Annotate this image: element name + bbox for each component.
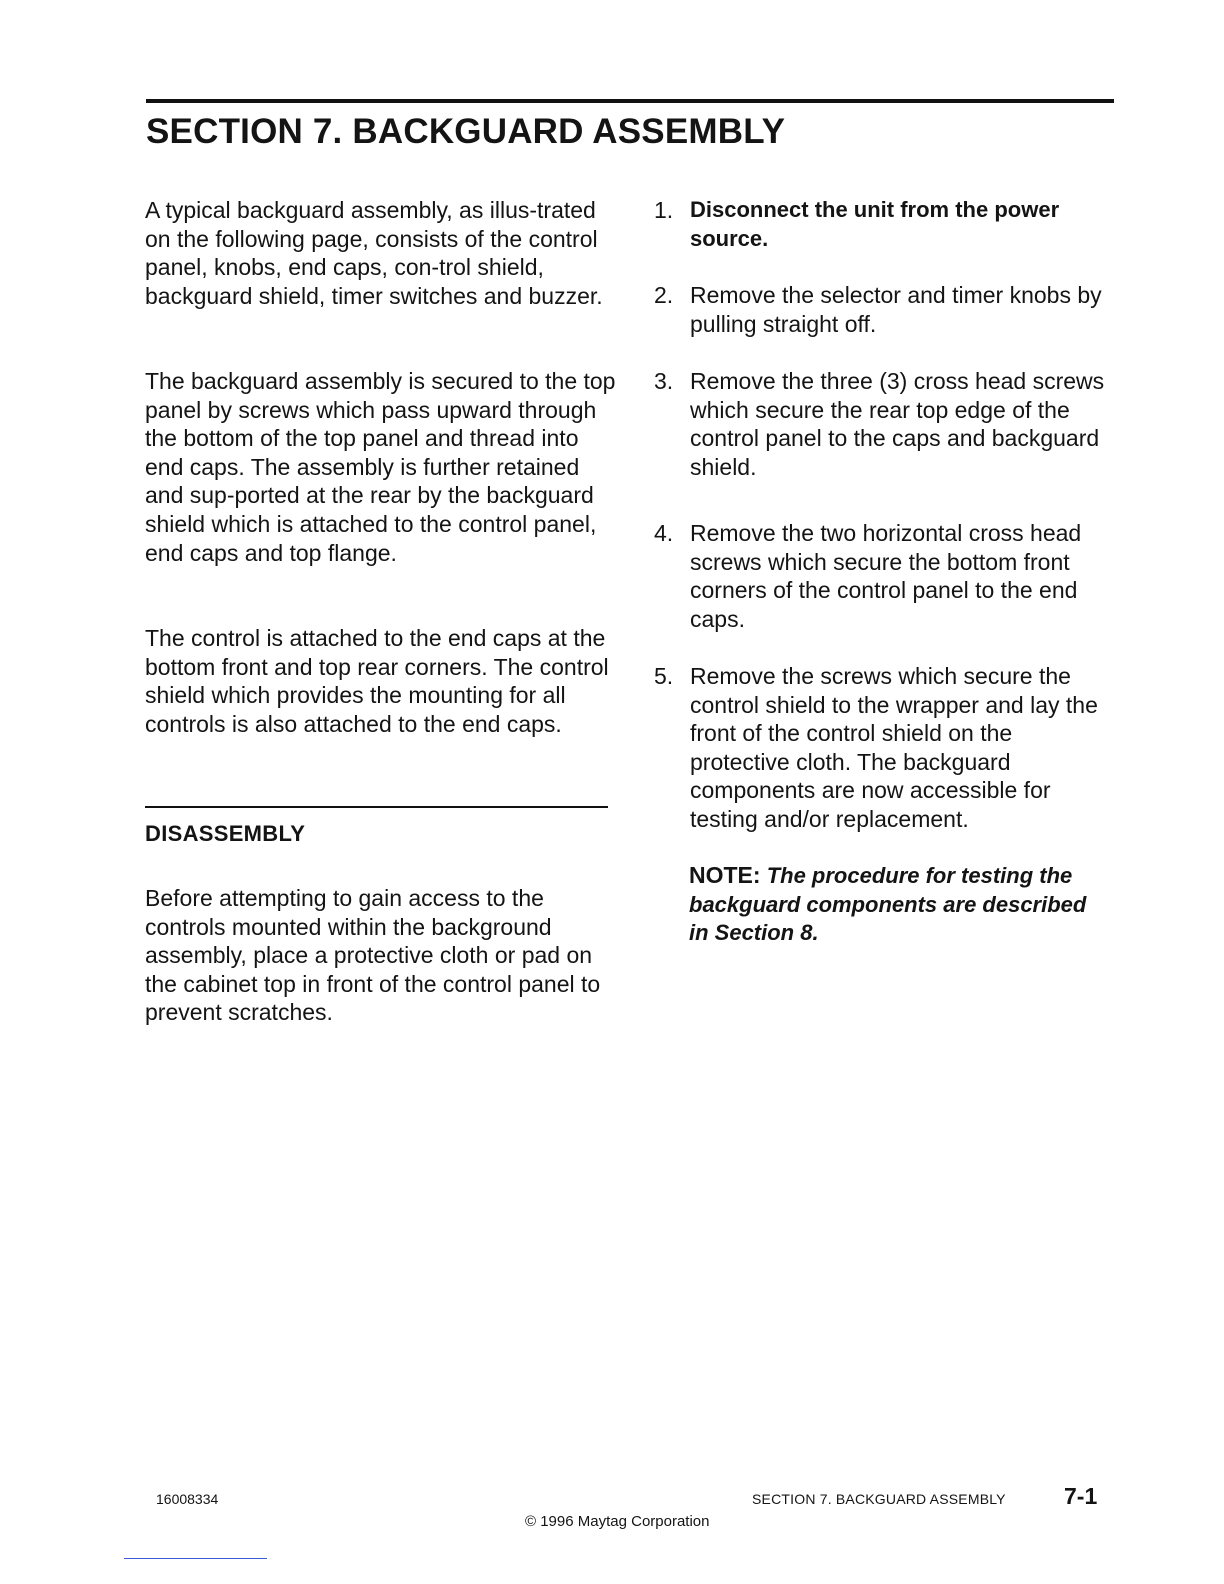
disassembly-heading: DISASSEMBLY xyxy=(145,821,306,846)
intro-paragraph: A typical backguard assembly, as illus-trated on the following page, consists of the control panel, knobs, end caps, con-trol shield, backguard shield, timer switches and buzzer. xyxy=(145,197,603,309)
before-paragraph: Before attempting to gain access to the controls mounted within the background assembly, place a protective cloth or pad on the cabinet top in front of the control panel to prevent scratches. xyxy=(145,885,601,1026)
step-number: 3. xyxy=(654,368,674,394)
bottom-underline-mark xyxy=(124,1558,267,1559)
document-number: 16008334 xyxy=(156,1491,219,1507)
page-number: 7-1 xyxy=(1064,1483,1098,1509)
secured-paragraph: The backguard assembly is secured to the top panel by screws which pass upward through the bottom of the top panel and thread into end caps. The assembly is further retained and sup-ported at the rear by the backguard shield which is attached to the control panel, end caps and top flange. xyxy=(145,368,616,566)
copyright-notice: © 1996 Maytag Corporation xyxy=(525,1513,710,1530)
note-block xyxy=(689,861,1109,948)
step-number: 1. xyxy=(654,197,674,223)
step-text: Remove the two horizontal cross head screws which secure the bottom front corners of the control panel to the end caps. xyxy=(690,520,1082,632)
step-number: 5. xyxy=(654,663,674,689)
footer-section-title: SECTION 7. BACKGUARD ASSEMBLY xyxy=(752,1491,1006,1507)
step-number: 2. xyxy=(654,282,674,308)
step-number: 4. xyxy=(654,520,674,546)
step-text: Disconnect the unit from the power source. xyxy=(690,197,1060,251)
control-paragraph: The control is attached to the end caps at the bottom front and top rear corners. The control shield which provides the mounting for all controls is also attached to the end caps. xyxy=(145,625,609,737)
page-title: SECTION 7. BACKGUARD ASSEMBLY xyxy=(146,112,786,151)
step-text: Remove the selector and timer knobs by pulling straight off. xyxy=(690,282,1102,337)
header-rule xyxy=(146,99,1114,103)
note-text: The procedure for testing the backguard components are described in Section 8. xyxy=(689,863,1087,946)
step-text: Remove the screws which secure the control shield to the wrapper and lay the front of the control shield on the protective cloth. The backguard components are now accessible for testing and/or replacement. xyxy=(690,663,1098,832)
section-divider xyxy=(145,806,608,808)
note-label: NOTE: xyxy=(689,862,761,888)
step-text: Remove the three (3) cross head screws which secure the rear top edge of the control panel to the caps and backguard shield. xyxy=(690,368,1105,480)
